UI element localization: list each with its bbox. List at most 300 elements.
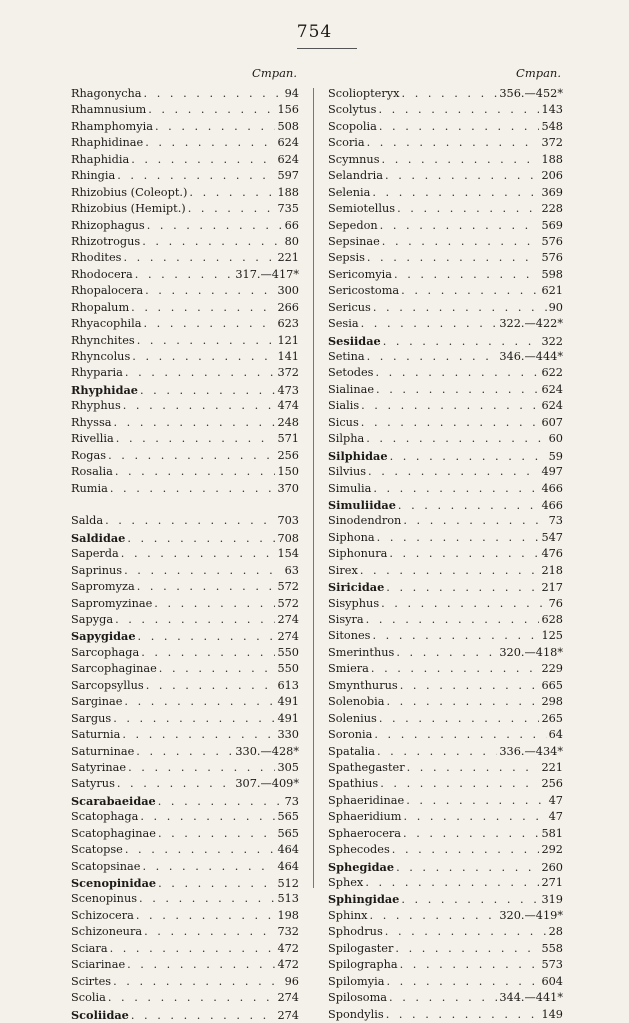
entry-page: 66 — [284, 218, 299, 232]
entry-name: Scolytus — [328, 103, 377, 117]
index-entry — [71, 218, 299, 234]
entry-page: 491 — [277, 695, 299, 709]
index-entry — [328, 924, 563, 940]
index-entry — [328, 415, 563, 431]
leader-dots — [361, 316, 498, 332]
entry-page: 59 — [548, 449, 563, 463]
entry-page: 346.—444* — [499, 350, 563, 363]
leader-dots — [188, 201, 276, 217]
index-entry — [71, 481, 299, 497]
entry-page: 28 — [548, 925, 563, 939]
index-entry — [328, 875, 563, 891]
leader-dots — [124, 563, 283, 579]
leader-dots — [137, 333, 276, 349]
leader-dots — [375, 365, 539, 381]
index-entry — [71, 924, 299, 940]
entry-name: Soronia — [328, 728, 373, 742]
index-entry — [328, 283, 563, 299]
index-entry — [328, 497, 563, 513]
index-entry — [328, 612, 563, 628]
leader-dots — [140, 809, 275, 825]
index-entry — [328, 908, 563, 924]
entry-name: Scatophaga — [71, 810, 139, 824]
entry-page: 628 — [541, 613, 563, 626]
entry-name: Spilosoma — [328, 991, 388, 1005]
entry-page: 474 — [277, 399, 299, 413]
index-entry — [71, 760, 299, 776]
entry-page: 624 — [541, 382, 563, 396]
leader-dots — [395, 941, 539, 957]
entry-name: Spilographa — [328, 958, 398, 972]
index-entry — [328, 661, 563, 677]
leader-dots — [377, 744, 497, 760]
entry-page: 271 — [541, 876, 563, 889]
index-entry — [328, 776, 563, 792]
entry-page: 708 — [277, 531, 299, 545]
leader-dots — [386, 1007, 540, 1023]
entry-page: 370 — [277, 481, 299, 495]
leader-dots — [382, 152, 540, 168]
leader-dots — [136, 744, 233, 760]
entry-page: 735 — [277, 202, 299, 216]
index-entry — [328, 513, 563, 529]
leader-dots — [387, 694, 540, 710]
entry-page: 565 — [277, 810, 299, 824]
entry-name: Rhopalum — [71, 300, 130, 314]
entry-name: Rhamphomyia — [71, 119, 153, 133]
entry-page: 305 — [277, 760, 299, 774]
entry-page: 266 — [277, 300, 299, 314]
entry-name: Spondylis — [328, 1007, 384, 1021]
entry-name: Sisyra — [328, 613, 364, 626]
index-entry — [71, 744, 299, 760]
leader-dots — [378, 102, 539, 118]
entry-page: 558 — [541, 941, 563, 955]
entry-page: 356.—452* — [499, 87, 563, 100]
entry-name: Rhodites — [71, 251, 122, 265]
index-entry — [71, 135, 299, 151]
entry-page: 624 — [277, 152, 299, 166]
leader-dots — [123, 398, 276, 414]
entry-page: 548 — [541, 119, 563, 133]
entry-page: 94 — [284, 87, 299, 100]
entry-page: 274 — [277, 1008, 299, 1022]
entry-page: 221 — [541, 760, 563, 774]
index-entry — [71, 448, 299, 464]
entry-name: Sphaeridinae — [328, 793, 405, 807]
leader-dots — [380, 776, 539, 792]
entry-name: Saturnia — [71, 728, 121, 742]
entry-page: 476 — [541, 547, 563, 561]
index-entry — [71, 859, 299, 875]
index-entry — [71, 333, 299, 349]
leader-dots — [396, 860, 539, 875]
entry-page: 621 — [541, 284, 563, 298]
entry-page: 221 — [277, 251, 299, 265]
entry-name: Scatopsinae — [71, 859, 141, 873]
entry-name: Sarcophaga — [71, 645, 140, 659]
index-entry — [71, 398, 299, 414]
leader-dots — [392, 842, 540, 858]
entry-name: Rhyssa — [71, 415, 112, 429]
entry-name: Sargus — [71, 711, 112, 725]
entry-page: 344.—441* — [499, 991, 563, 1005]
entry-name: Rhopalocera — [71, 284, 144, 298]
entry-page: 274 — [277, 613, 299, 626]
entry-page: 80 — [284, 234, 299, 248]
entry-page: 604 — [541, 974, 563, 988]
leader-dots — [144, 316, 276, 332]
index-entry — [328, 744, 563, 760]
entry-page: 320.—418* — [499, 645, 563, 659]
index-entry — [328, 300, 563, 316]
index-entry — [328, 628, 563, 644]
leader-dots — [372, 185, 539, 201]
entry-name: Saldidae — [71, 530, 126, 545]
entry-page: 547 — [541, 530, 563, 544]
entry-name: Sarcopsyllus — [71, 678, 144, 692]
entry-name: Satyrinae — [71, 760, 127, 774]
index-entry — [71, 776, 299, 792]
index-entry — [328, 842, 563, 858]
index-entry — [71, 102, 299, 118]
entry-name: Saturninae — [71, 744, 135, 758]
index-entry — [328, 119, 563, 135]
leader-dots — [115, 612, 275, 628]
entry-name: Rhizophagus — [71, 218, 145, 232]
leader-dots — [148, 102, 275, 118]
leader-dots — [396, 645, 497, 661]
leader-dots — [397, 201, 539, 217]
leader-dots — [373, 300, 547, 316]
leader-dots — [389, 546, 539, 562]
leader-dots — [105, 513, 275, 529]
entry-name: Sinodendron — [328, 514, 402, 528]
leader-dots — [383, 334, 540, 349]
index-entry — [71, 464, 299, 480]
entry-page: 228 — [541, 202, 563, 216]
leader-dots — [147, 218, 283, 234]
entry-page: 217 — [541, 581, 563, 595]
index-entry — [71, 941, 299, 957]
index-entry — [71, 563, 299, 579]
entry-name: Sialis — [328, 399, 360, 413]
column-header-left: Cmpan. — [252, 66, 297, 80]
entry-page: 372 — [277, 366, 299, 380]
entry-page: 512 — [277, 877, 299, 890]
entry-name: Sericomyia — [328, 267, 393, 281]
leader-dots — [141, 645, 275, 661]
entry-page: 472 — [277, 941, 299, 955]
index-entry — [328, 826, 563, 842]
entry-page: 732 — [277, 925, 299, 939]
entry-name: Scenopinidae — [71, 876, 157, 890]
entry-name: Rhaphidia — [71, 152, 130, 166]
leader-dots — [367, 349, 498, 365]
entry-page: 96 — [284, 974, 299, 988]
index-entry — [71, 694, 299, 710]
entry-name: Rhizobius (Hemipt.) — [71, 202, 186, 216]
entry-page: 497 — [541, 465, 563, 479]
entry-page: 330 — [277, 728, 299, 742]
entry-name: Sphinx — [328, 908, 368, 922]
entry-name: Sirex — [328, 563, 358, 577]
index-entry — [71, 283, 299, 299]
index-entry — [328, 727, 563, 743]
entry-page: 73 — [284, 794, 299, 808]
leader-dots — [144, 924, 275, 940]
leader-dots — [125, 365, 276, 381]
leader-dots — [131, 152, 275, 168]
entry-name: Smiera — [328, 662, 369, 676]
entry-page: 565 — [277, 826, 299, 840]
leader-dots — [108, 990, 276, 1006]
index-entry — [328, 941, 563, 957]
leader-dots — [403, 826, 539, 842]
index-entry — [328, 579, 563, 595]
index-entry — [328, 793, 563, 809]
index-entry — [328, 711, 563, 727]
entry-page: 581 — [541, 826, 563, 840]
index-column-left — [71, 64, 299, 1023]
entry-name: Scoliopteryx — [328, 87, 400, 100]
leader-dots — [121, 546, 276, 562]
entry-page: 622 — [541, 366, 563, 380]
leader-dots — [385, 168, 539, 184]
leader-dots — [115, 464, 276, 480]
group-gap — [71, 497, 299, 513]
index-entry — [328, 135, 563, 151]
leader-dots — [365, 875, 539, 891]
entry-name: Rhagonycha — [71, 87, 142, 100]
entry-name: Sarcophaginae — [71, 662, 157, 676]
index-entry — [71, 908, 299, 924]
entry-name: Sialinae — [328, 382, 375, 396]
entry-name: Rhaphidinae — [71, 136, 144, 150]
entry-name: Selandria — [328, 169, 384, 183]
index-entry — [71, 579, 299, 595]
entry-name: Setodes — [328, 366, 374, 380]
entry-page: 150 — [277, 465, 299, 479]
column-header-right: Cmpan. — [516, 66, 561, 80]
index-entry — [328, 218, 563, 234]
entry-page: 569 — [541, 218, 563, 232]
entry-name: Sphaerocera — [328, 826, 402, 840]
entry-name: Sciarinae — [71, 958, 126, 972]
entry-page: 141 — [277, 350, 299, 363]
leader-dots — [142, 234, 282, 250]
entry-name: Sphecodes — [328, 843, 390, 857]
index-entry — [328, 152, 563, 168]
index-entry — [71, 875, 299, 891]
index-entry — [328, 678, 563, 694]
entry-page: 597 — [277, 169, 299, 183]
entry-name: Simulia — [328, 481, 372, 495]
entry-name: Smerinthus — [328, 645, 395, 659]
entry-name: Scirtes — [71, 974, 112, 988]
index-entry — [71, 661, 299, 677]
index-entry — [328, 365, 563, 381]
entry-page: 198 — [277, 908, 299, 922]
entry-name: Sapygidae — [71, 629, 136, 644]
entry-name: Silvius — [328, 465, 367, 479]
index-entry — [328, 481, 563, 497]
index-entry — [71, 809, 299, 825]
entry-page: 156 — [277, 103, 299, 117]
entry-name: Rhyphidae — [71, 382, 138, 397]
index-entry — [71, 119, 299, 135]
index-entry — [328, 168, 563, 184]
entry-name: Sphingidae — [328, 892, 400, 907]
index-entry — [328, 990, 563, 1006]
leader-dots — [401, 892, 539, 907]
index-entry — [71, 349, 299, 365]
entry-name: Simuliidae — [328, 497, 396, 512]
index-entry — [71, 727, 299, 743]
leader-dots — [131, 300, 275, 316]
leader-dots — [389, 990, 497, 1006]
index-entry — [71, 168, 299, 184]
entry-name: Silpha — [328, 432, 365, 446]
entry-name: Setina — [328, 350, 365, 363]
entry-name: Sphodrus — [328, 925, 383, 939]
leader-dots — [372, 628, 539, 644]
leader-dots — [138, 629, 276, 644]
entry-page: 256 — [541, 777, 563, 791]
leader-dots — [124, 694, 275, 710]
index-entry — [328, 185, 563, 201]
leader-dots — [108, 448, 275, 464]
leader-dots — [361, 415, 540, 431]
entry-name: Spathegaster — [328, 760, 405, 774]
leader-dots — [110, 941, 276, 957]
entry-name: Scoliidae — [71, 1007, 129, 1022]
leader-dots — [366, 431, 546, 447]
entry-page: 229 — [541, 662, 563, 676]
entry-name: Satyrus — [71, 777, 115, 791]
entry-page: 464 — [277, 843, 299, 857]
entry-name: Rhodocera — [71, 267, 133, 281]
entry-name: Saprinus — [71, 563, 123, 577]
leader-dots — [380, 218, 540, 234]
entry-page: 300 — [277, 284, 299, 298]
entry-page: 76 — [548, 596, 563, 610]
entry-name: Sepedon — [328, 218, 378, 232]
index-entry — [328, 86, 563, 102]
entry-page: 613 — [277, 678, 299, 692]
leader-dots — [127, 531, 275, 546]
index-entry — [328, 760, 563, 776]
leader-dots — [382, 234, 540, 250]
leader-dots — [377, 530, 540, 546]
leader-dots — [117, 168, 275, 184]
leader-dots — [145, 135, 275, 151]
leader-dots — [128, 760, 275, 776]
entry-page: 322.—422* — [499, 317, 563, 331]
index-entry — [328, 398, 563, 414]
index-entry — [328, 464, 563, 480]
index-entry — [71, 185, 299, 201]
entry-name: Rivellia — [71, 432, 114, 446]
index-entry — [328, 316, 563, 332]
entry-page: 206 — [541, 169, 563, 183]
index-entry — [71, 415, 299, 431]
leader-dots — [132, 349, 275, 365]
leader-dots — [400, 678, 540, 694]
leader-dots — [113, 711, 275, 727]
entry-page: 573 — [541, 958, 563, 972]
leader-dots — [366, 612, 540, 628]
leader-dots — [122, 727, 275, 743]
index-entry — [328, 859, 563, 875]
leader-dots — [155, 119, 275, 135]
index-entry — [71, 1007, 299, 1023]
index-entry — [328, 102, 563, 118]
leader-dots — [404, 809, 547, 825]
entry-page: 473 — [277, 383, 299, 397]
entry-page: 320.—419* — [499, 908, 563, 922]
leader-dots — [154, 596, 275, 612]
entry-name: Scymnus — [328, 152, 380, 166]
entry-page: 274 — [277, 630, 299, 644]
index-entry — [328, 431, 563, 447]
index-entry — [71, 267, 299, 283]
entry-page: 550 — [277, 662, 299, 676]
leader-dots — [360, 563, 540, 579]
leader-dots — [146, 678, 276, 694]
entry-name: Solenobia — [328, 695, 385, 709]
entry-page: 624 — [541, 399, 563, 413]
entry-page: 491 — [277, 711, 299, 725]
entry-page: 154 — [277, 547, 299, 561]
column-divider — [313, 88, 314, 888]
entry-page: 322 — [541, 334, 563, 348]
index-entry — [328, 645, 563, 661]
index-entry — [71, 645, 299, 661]
index-entry — [71, 513, 299, 529]
leader-dots — [137, 579, 276, 595]
leader-dots — [110, 481, 276, 497]
leader-dots — [379, 711, 540, 727]
leader-dots — [158, 876, 275, 891]
index-entry — [71, 826, 299, 842]
entry-page: 369 — [541, 185, 563, 199]
leader-dots — [123, 250, 275, 266]
index-entry — [71, 678, 299, 694]
leader-dots — [114, 415, 276, 431]
entry-page: 47 — [548, 810, 563, 824]
index-entry — [328, 448, 563, 464]
index-entry — [328, 694, 563, 710]
entry-page: 571 — [277, 432, 299, 446]
leader-dots — [386, 580, 539, 595]
leader-dots — [131, 1008, 276, 1023]
entry-page: 576 — [541, 234, 563, 248]
entry-name: Schizoneura — [71, 925, 143, 939]
entry-name: Sepsinae — [328, 234, 380, 248]
index-entry — [71, 86, 299, 102]
entry-name: Sesia — [328, 317, 359, 331]
entries-left — [71, 86, 299, 1023]
leader-dots — [125, 842, 276, 858]
leader-dots — [371, 661, 540, 677]
entry-page: 63 — [284, 563, 299, 577]
entry-name: Spilomyia — [328, 974, 385, 988]
entry-page: 125 — [541, 629, 563, 643]
entry-name: Siphona — [328, 530, 375, 544]
index-entry — [71, 250, 299, 266]
leader-dots — [113, 974, 283, 990]
